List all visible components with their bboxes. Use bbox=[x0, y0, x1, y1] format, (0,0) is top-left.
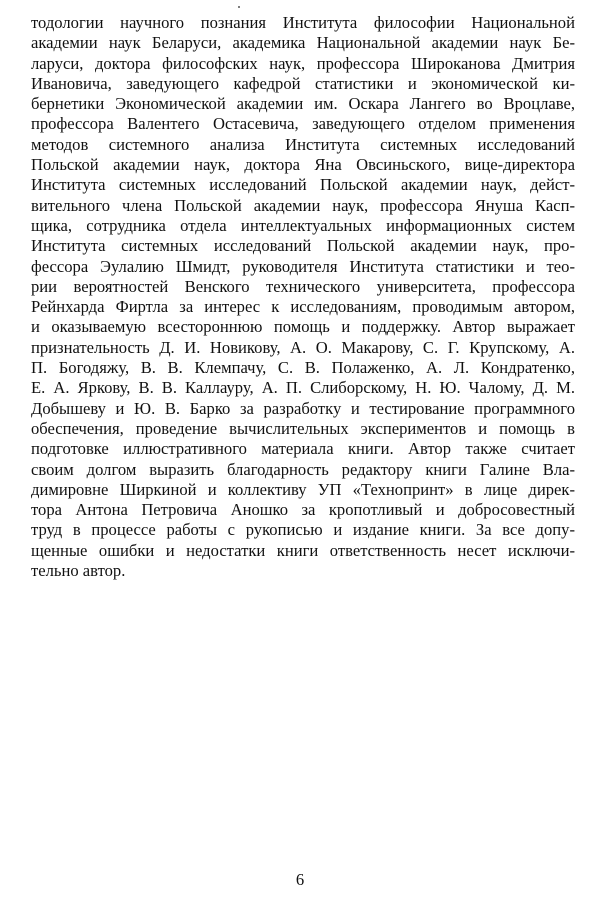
scan-speck bbox=[238, 6, 240, 8]
body-text bbox=[31, 13, 575, 581]
text-line: димировне Ширкиной и коллективу УП «Технопринт» в лице дирек- bbox=[31, 479, 575, 499]
page-number: 6 bbox=[295, 870, 305, 889]
text-line: рии вероятностей Венского технического университета, профессора bbox=[31, 276, 575, 296]
text-line: методов системного анализа Института системных исследований bbox=[31, 134, 575, 154]
text-line: вительного члена Польской академии наук, профессора Януша Касп- bbox=[31, 195, 575, 215]
text-line: Польской академии наук, доктора Яна Овсиньского, вице-директора bbox=[31, 155, 575, 175]
text-line: Ивановича, заведующего кафедрой статистики и экономической ки- bbox=[31, 73, 575, 93]
text-line: Института системных исследований Польской академии наук, дейст- bbox=[31, 175, 575, 195]
text-line: П. Богодяжу, В. В. Клемпачу, С. В. Полаженко, А. Л. Кондратенко, bbox=[31, 358, 575, 378]
text-line: тельно автор. bbox=[31, 561, 126, 581]
text-line: Е. А. Яркову, В. В. Каллауру, А. П. Слиборскому, Н. Ю. Чалому, Д. М. bbox=[31, 378, 575, 398]
text-line: и оказываемую всестороннюю помощь и поддержку. Автор выражает bbox=[31, 317, 575, 337]
text-line: щенные ошибки и недостатки книги ответственность несет исключи- bbox=[31, 540, 575, 560]
text-line: фессора Эулалию Шмидт, руководителя Института статистики и тео- bbox=[31, 256, 575, 276]
text-line: труд в процессе работы с рукописью и издание книги. За все допу- bbox=[31, 520, 575, 540]
text-line: признательность Д. И. Новикову, А. О. Макарову, С. Г. Крупскому, А. bbox=[31, 337, 575, 357]
text-line: щика, сотрудника отдела интеллектуальных информационных систем bbox=[31, 215, 575, 235]
text-line: Добышеву и Ю. В. Барко за разработку и тестирование программного bbox=[31, 398, 575, 418]
text-line: своим долгом выразить благодарность редактору книги Галине Вла- bbox=[31, 459, 575, 479]
text-line: Рейнхарда Фиртла за интерес к исследованиям, проводимым автором, bbox=[31, 297, 575, 317]
text-line: обеспечения, проведение вычислительных экспериментов и помощь в bbox=[31, 418, 575, 438]
text-line: бернетики Экономической академии им. Оскара Лангего во Вроцлаве, bbox=[31, 94, 575, 114]
text-line: академии наук Беларуси, академика Национальной академии наук Бе- bbox=[31, 33, 575, 53]
text-line: Института системных исследований Польской академии наук, про- bbox=[31, 236, 575, 256]
text-line: подготовке иллюстративного материала книги. Автор также считает bbox=[31, 439, 575, 459]
text-line: профессора Валентего Остасевича, заведующего отделом применения bbox=[31, 114, 575, 134]
text-line: тора Антона Петровича Аношко за кропотливый и добросовестный bbox=[31, 500, 575, 520]
text-line: ларуси, доктора философских наук, профессора Широканова Дмитрия bbox=[31, 53, 575, 73]
text-line: тодологии научного познания Института философии Национальной bbox=[31, 13, 575, 32]
